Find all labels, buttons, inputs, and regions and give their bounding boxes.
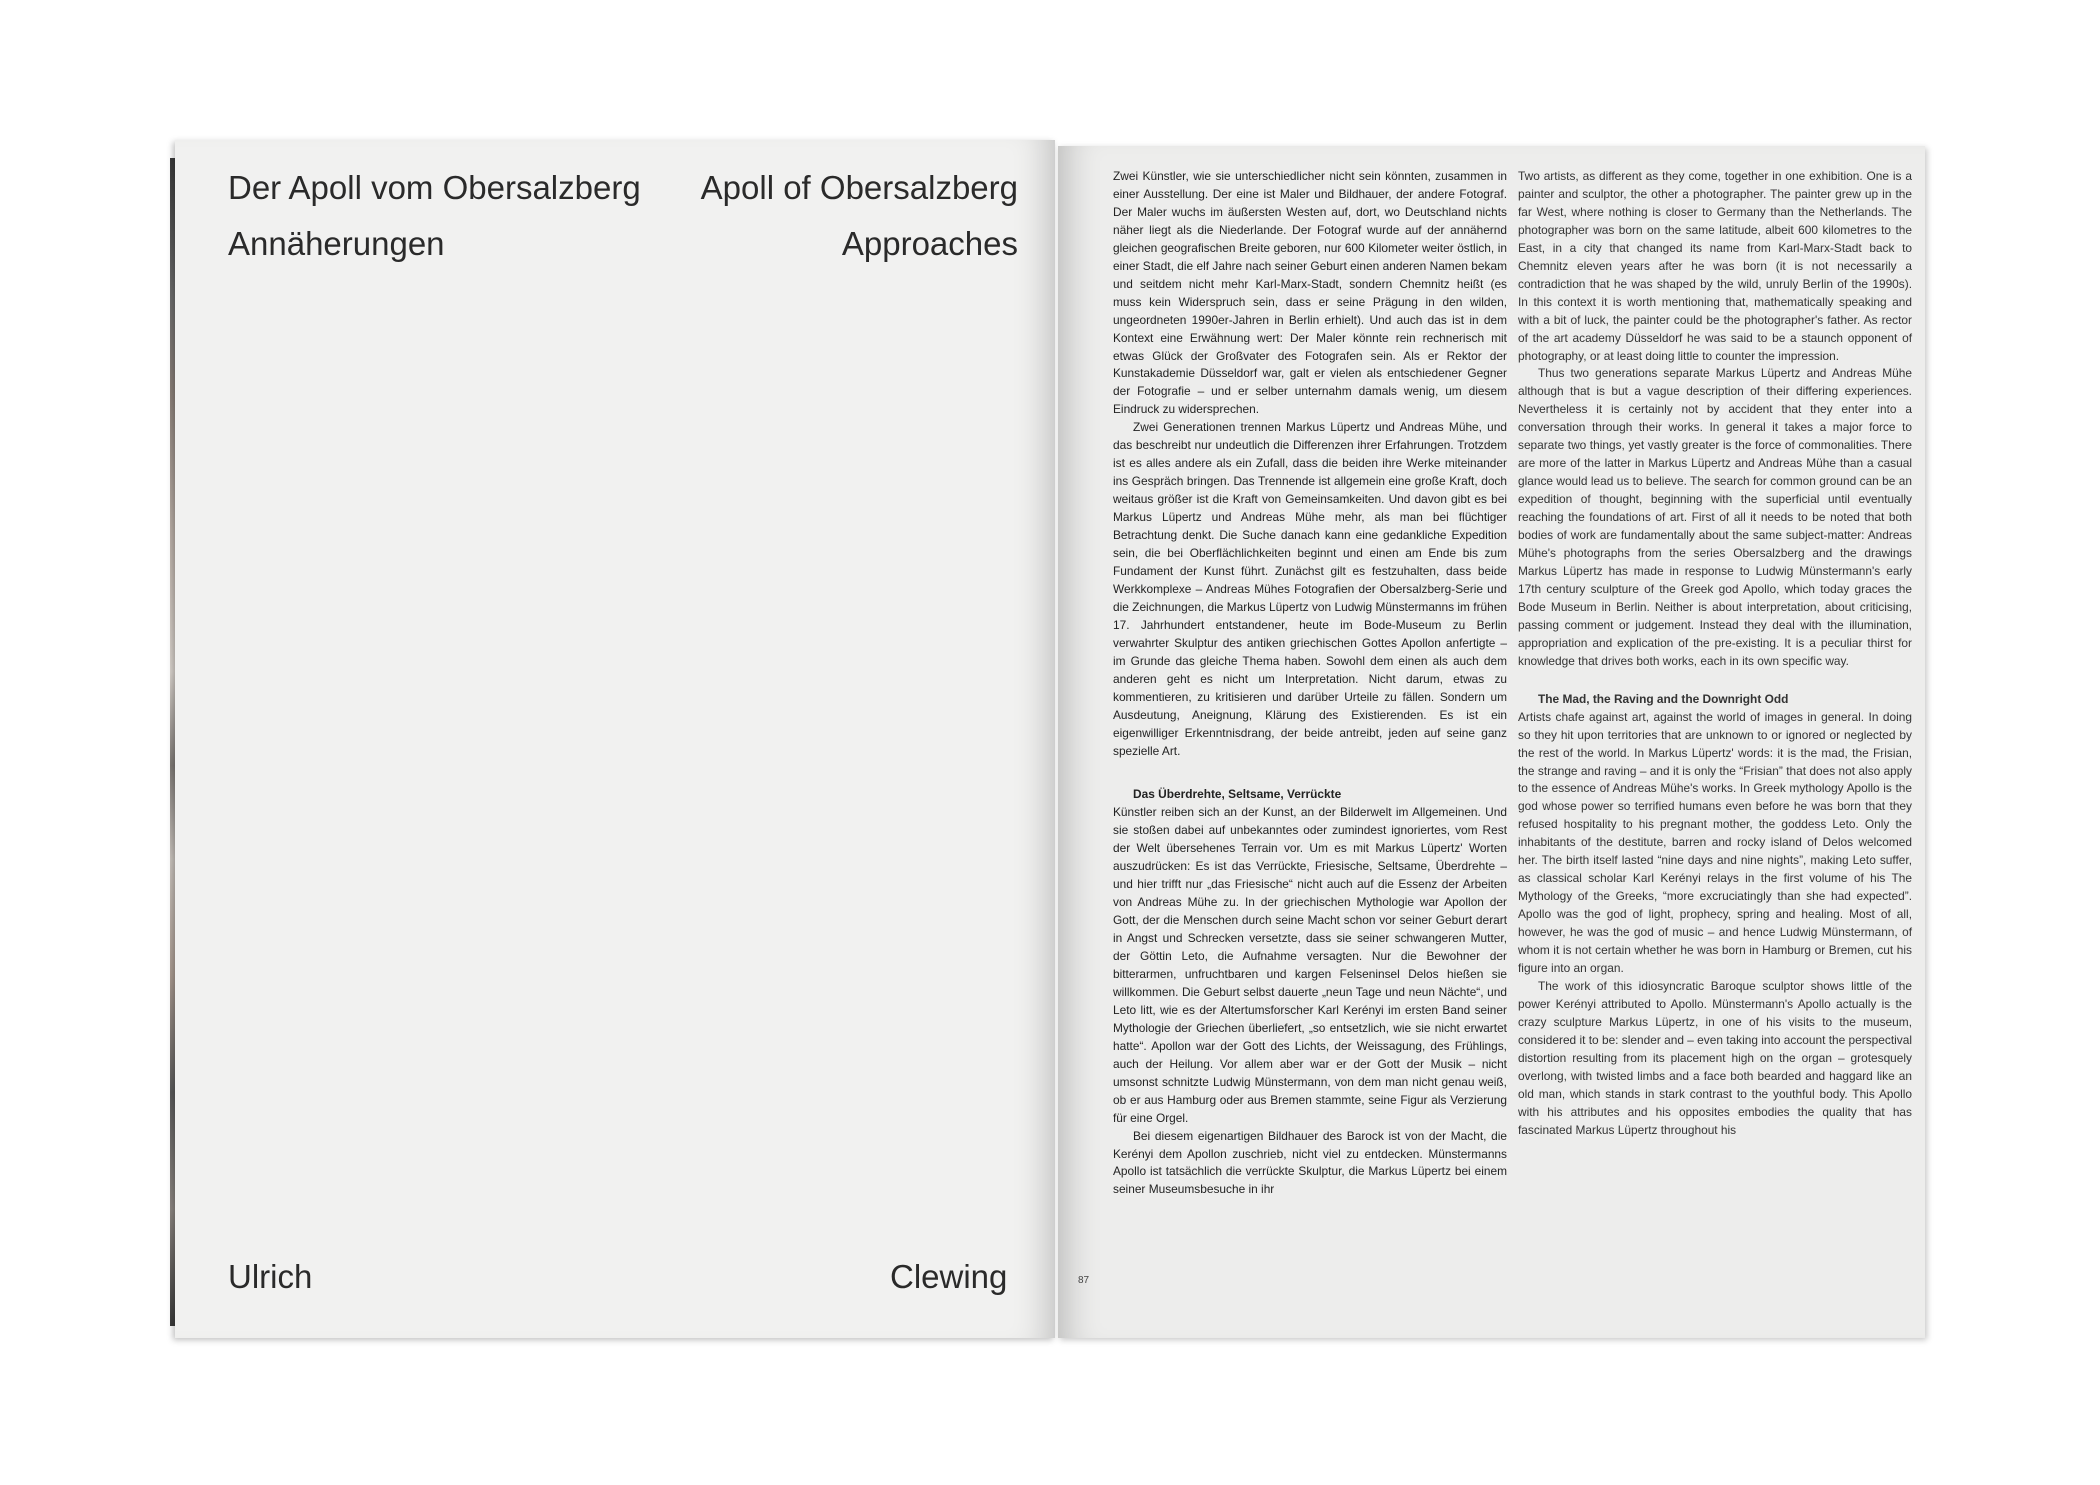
- german-paragraph-1: Zwei Künstler, wie sie unterschiedlicher nicht sein könnten, zusammen in einer Ausstellung. Der eine ist Maler und Bildhauer, der andere Fotograf. Der Maler wuchs im äußersten Westen auf, dort, wo Deutschland nichts näher liegt als die Niederlande. Der Fotograf wurde auf der annähernd gleichen geografischen Breite geboren, nur 600 Kilometer weiter östlich, in einer Stadt, die elf Jahre nach seiner Geburt einen anderen Namen bekam und seitdem nicht mehr Karl-Marx-Stadt, sondern Chemnitz heißt (es muss kein Widerspruch sein, dass er seine Prägung in den wilden, ungeordneten 1990er-Jahren in Berlin erhielt). Und auch das ist in dem Kontext eine Erwähnung wert: Der Maler könnte rein rechnerisch mit etwas Glück der Großvater des Fotografen sein. Als er Rektor der Kunstakademie Düsseldorf war, galt er vielen als entschiedener Gegner der Fotografie – und er selber unternahm damals wenig, um diesem Eindruck zu widersprechen.: [1113, 169, 1507, 417]
- english-paragraph-1: Two artists, as different as they come, together in one exhibition. One is a painter and sculptor, the other a photographer. The painter grew up in the far West, where nothing is closer to Germany than the Netherlands. The photographer was born on the same latitude, albeit 600 kilometres to the East, in a city that changed its name from Karl-Marx-Stadt back to Chemnitz eleven years after he was born (it is not necessarily a contradiction that he was shaped by the wild, unruly Berlin of the 1990s). In this context it is worth mentioning that, mathematically speaking and with a bit of luck, the painter could be the photographer's father. As rector of the art academy Düsseldorf he was said to be a staunch opponent of photography, or at least doing little to counter the impression.: [1518, 169, 1912, 363]
- german-paragraph-4: Bei diesem eigenartigen Bildhauer des Barock ist von der Macht, die Kerényi dem Apollon zuschrieb, nicht viel zu entdecken. Münstermanns Apollo ist tatsächlich die verrückte Skulptur, die Markus Lüpertz bei einem seiner Museumsbesuche in ihr: [1113, 1128, 1507, 1197]
- author-last-name: Clewing: [890, 1258, 1008, 1295]
- subtitle-row: [228, 216, 1018, 272]
- author-first-name: Ulrich: [228, 1258, 313, 1295]
- title-english: Apoll of Obersalzberg: [700, 169, 1018, 206]
- title-block: [228, 160, 1018, 272]
- english-text-column: [1518, 168, 1912, 1140]
- title-row: [228, 160, 1018, 216]
- english-paragraph-3: Artists chafe against art, against the world of images in general. In doing so they hit upon territories that are unknown to or ignored or neglected by the rest of the world. In Markus Lüpertz' words: it is the mad, the Frisian, the strange and raving – and it is only the “Frisian” that does not also apply to the essence of Andreas Mühe's works. In Greek mythology Apollo is the god whose power so terrified humans even before he was born that they refused hospitality to his pregnant mother, the goddess Leto. Only the inhabitants of the destitute, barren and rocky island of Delos welcomed her. The birth itself lasted “nine days and nine nights”, making Leto suffer, as classical scholar Karl Kerényi relays in the first volume of his The Mythology of the Greeks, “more excruciatingly than she had expected”. Apollo was the god of light, prophecy, spring and healing. Most of all, however, he was the god of music – and hence Ludwig Münstermann, of whom it is not certain whether he was born in Hamburg or Bremen, cut his figure into an organ.: [1518, 709, 1912, 975]
- subtitle-german: Annäherungen: [228, 225, 445, 262]
- subtitle-english: Approaches: [841, 225, 1018, 262]
- left-page: [175, 140, 1055, 1338]
- german-paragraph-3: Künstler reiben sich an der Kunst, an der Bilderwelt im Allgemeinen. Und sie stoßen dabei auf unbekanntes oder zumindest ignoriertes, vom Rest der Welt übersehenes Terrain vor. Um es mit Markus Lüpertz' Worten auszudrücken: Es ist das Verrückte, Friesische, Seltsame, Überdrehte – und hier trifft nur „das Friesische“ nicht auch auf die Essenz der Arbeiten von Andreas Mühe zu. In der griechischen Mythologie war Apollon der Gott, der die Menschen durch seine Macht schon vor seiner Geburt derart in Angst und Schrecken versetzte, dass sie seiner schwangeren Mutter, der Göttin Leto, die Aufnahme versagten. Nur die Bewohner der bitterarmen, unfruchtbaren und kargen Felseninsel Delos hießen sie willkommen. Die Geburt selbst dauerte „neun Tage und neun Nächte“, und Leto litt, wie es der Altertumsforscher Karl Kerényi im ersten Band seiner Mythologie der Griechen überliefert, „so entsetzlich, wie sie nicht erwartet hatte“. Apollon war der Gott des Lichts, der Weissagung, des Frühlings, auch der Heilung. Vor allem aber war er der Gott der Musik – nicht umsonst schnitzte Ludwig Münstermann, von dem man nicht genau weiß, ob er aus Hamburg oder aus Bremen stammte, seine Figur als Verzierung für eine Orgel.: [1113, 805, 1507, 1125]
- german-text-column: [1113, 168, 1507, 1199]
- title-german: Der Apoll vom Obersalzberg: [228, 169, 641, 206]
- english-paragraph-2: Thus two generations separate Markus Lüpertz and Andreas Mühe although that is but a vague description of their differing experiences. Nevertheless it is certainly not by accident that they enter into a conversation through their works. In general it takes a major force to separate two things, yet vastly greater is the force of commonalities. There are more of the latter in Markus Lüpertz and Andreas Mühe than a casual glance would lead us to believe. The search for common ground can be an expedition of thought, beginning with the superficial until eventually reaching the foundations of art. First of all it needs to be noted that both bodies of work are fundamentally about the same subject-matter: Andreas Mühe's photographs from the series Obersalzberg and the drawings Markus Lüpertz has made in response to Ludwig Münstermann's early 17th century sculpture of the Greek god Apollo, which today graces the Bode Museum in Berlin. Neither is about interpretation, about criticising, passing comment or judgement. Instead they deal with the illumination, appropriation and explication of the pre-existing. It is a peculiar thirst for knowledge that drives both works, each in its own specific way.: [1518, 366, 1912, 668]
- english-paragraph-4: The work of this idiosyncratic Baroque sculptor shows little of the power Kerényi attributed to Apollo. Münstermann's Apollo actually is the crazy sculpture Markus Lüpertz, in one of his visits to the museum, considered it to be: slender and – even taking into account the perspectival distortion resulting from its placement high on the organ – grotesquely overlong, with twisted limbs and a face both bearded and haggard like an old man, which stands in stark contrast to the youthful body. This Apollo with his attributes and his opposites embodies the quality that has fascinated Markus Lüpertz throughout his: [1518, 978, 1912, 1137]
- german-section-heading: Das Überdrehte, Seltsame, Verrückte: [1133, 787, 1342, 802]
- page-number: 87: [1078, 1275, 1090, 1286]
- german-paragraph-2: Zwei Generationen trennen Markus Lüpertz und Andreas Mühe, und das beschreibt nur undeutlich die Differenzen ihrer Erfahrungen. Trotzdem ist es alles andere als ein Zufall, dass die beiden ihre Werke miteinander ins Gespräch bringen. Das Trennende ist allgemein eine große Kraft, doch weitaus größer ist die Kraft von Gemeinsamkeiten. Und davon gibt es bei Markus Lüpertz und Andreas Mühe mehr, als man bei flüchtiger Betrachtung denkt. Die Suche danach kann eine gedankliche Expedition sein, die bei Oberflächlichkeiten beginnt und einen am Ende bis zum Fundament der Kunst führt. Zunächst gilt es festzuhalten, dass beide Werkkomplexe – Andreas Mühes Fotografien der Obersalzberg-Serie und die Zeichnungen, die Markus Lüpertz von Ludwig Münstermanns im frühen 17. Jahrhundert entstandener, heute im Bode-Museum zu Berlin verwahrter Skulptur des antiken griechischen Gottes Apollon anfertigte – im Grunde das gleiche Thema haben. Sowohl dem einen als auch dem anderen geht es nicht um Interpretation. Nicht darum, etwas zu kommentieren, zu kritisieren und darüber Urteile zu fällen. Sondern um Ausdeutung, Aneignung, Klärung des Existierenden. Es ist ein eigenwilliger Erkenntnisdrang, der beide antreibt, jeden auf seine ganz spezielle Art.: [1113, 420, 1507, 758]
- english-section-heading: The Mad, the Raving and the Downright Odd: [1538, 691, 1789, 706]
